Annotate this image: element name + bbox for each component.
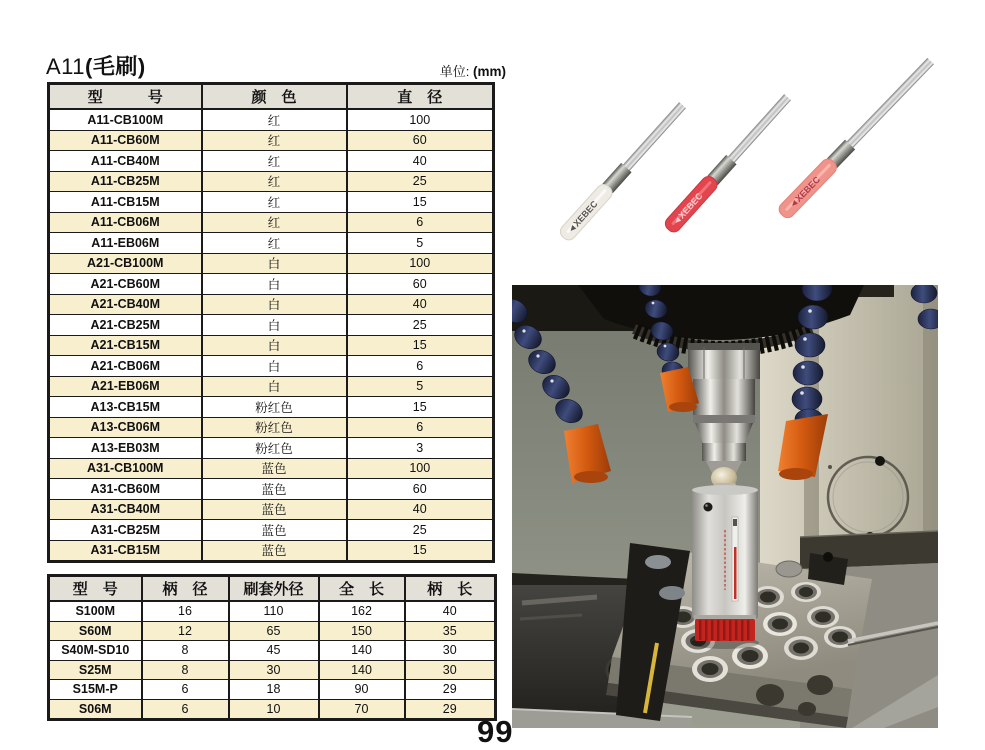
- table-cell: 15: [347, 397, 494, 418]
- table-cell: 100: [347, 109, 494, 130]
- table-cell: A21-EB06M: [49, 376, 202, 397]
- table-cell: 白: [202, 356, 347, 377]
- page-title: [46, 50, 146, 81]
- table-cell: A11-CB15M: [49, 192, 202, 213]
- table-row: [49, 356, 494, 377]
- table-cell: A31-CB25M: [49, 520, 202, 541]
- brush-pink: [776, 55, 936, 220]
- table-header-row: [49, 576, 496, 602]
- table-cell: 12: [142, 621, 229, 641]
- table-cell: A11-CB60M: [49, 130, 202, 151]
- table-row: [49, 520, 494, 541]
- table-row: [49, 192, 494, 213]
- table-cell: 蓝色: [202, 499, 347, 520]
- table-cell: 红: [202, 109, 347, 130]
- page-number: 99: [477, 714, 514, 749]
- table-cell: 红: [202, 130, 347, 151]
- table-row: [49, 397, 494, 418]
- table-cell: S15M-P: [49, 680, 142, 700]
- table-cell: A11-EB06M: [49, 233, 202, 254]
- table-cell: 6: [142, 680, 229, 700]
- table-cell: 45: [229, 641, 319, 661]
- table-cell: 白: [202, 294, 347, 315]
- table-cell: 25: [347, 315, 494, 336]
- table-cell: A21-CB06M: [49, 356, 202, 377]
- table-cell: S60M: [49, 621, 142, 641]
- table-cell: 蓝色: [202, 520, 347, 541]
- brushes-photo: [532, 38, 952, 258]
- table-cell: 29: [405, 680, 496, 700]
- table-cell: 25: [347, 520, 494, 541]
- table-cell: 60: [347, 274, 494, 295]
- table-cell: 40: [405, 601, 496, 621]
- table-row: [49, 315, 494, 336]
- table-cell: 60: [347, 479, 494, 500]
- table-cell: 150: [319, 621, 405, 641]
- table-cell: 3: [347, 438, 494, 459]
- table-row: [49, 109, 494, 130]
- table-cell: 6: [142, 699, 229, 720]
- table-cell: 白: [202, 335, 347, 356]
- table-cell: 红: [202, 212, 347, 233]
- machine-illustration: [512, 285, 938, 728]
- table-cell: 29: [405, 699, 496, 720]
- table-cell: A21-CB25M: [49, 315, 202, 336]
- table-cell: 100: [347, 458, 494, 479]
- brushes-illustration: [532, 38, 952, 258]
- table-cell: 粉红色: [202, 417, 347, 438]
- table-cell: A21-CB60M: [49, 274, 202, 295]
- column-header: 刷套外径: [229, 576, 319, 602]
- table-cell: 15: [347, 540, 494, 562]
- table-cell: 100: [347, 253, 494, 274]
- table-cell: 蓝色: [202, 540, 347, 562]
- unit-label: 单位:: [439, 64, 470, 79]
- table-cell: 10: [229, 699, 319, 720]
- table-row: [49, 274, 494, 295]
- brush-red: [663, 92, 794, 235]
- table-cell: 白: [202, 376, 347, 397]
- column-header: 直 径: [347, 84, 494, 110]
- table-cell: A13-CB15M: [49, 397, 202, 418]
- table-cell: 红: [202, 192, 347, 213]
- table-cell: 30: [229, 660, 319, 680]
- table-cell: 5: [347, 376, 494, 397]
- table-row: [49, 253, 494, 274]
- table-cell: A31-CB100M: [49, 458, 202, 479]
- table-row: [49, 458, 494, 479]
- table-cell: A13-CB06M: [49, 417, 202, 438]
- table-cell: S100M: [49, 601, 142, 621]
- table-cell: A11-CB25M: [49, 171, 202, 192]
- table-cell: 白: [202, 253, 347, 274]
- table-cell: A31-CB15M: [49, 540, 202, 562]
- column-header: 型 号: [49, 84, 202, 110]
- column-header: 全 长: [319, 576, 405, 602]
- table-cell: 30: [405, 660, 496, 680]
- table-row: [49, 699, 496, 720]
- table-cell: 90: [319, 680, 405, 700]
- table-cell: 5: [347, 233, 494, 254]
- column-header: 颜 色: [202, 84, 347, 110]
- table-row: [49, 601, 496, 621]
- brush-tool: [691, 485, 759, 649]
- table-row: [49, 335, 494, 356]
- table-cell: 6: [347, 417, 494, 438]
- table-cell: 18: [229, 680, 319, 700]
- table-cell: 40: [347, 499, 494, 520]
- table-cell: 15: [347, 335, 494, 356]
- table-row: [49, 660, 496, 680]
- table-cell: 140: [319, 660, 405, 680]
- table-cell: S25M: [49, 660, 142, 680]
- table-cell: 白: [202, 274, 347, 295]
- table-cell: A31-CB40M: [49, 499, 202, 520]
- table-cell: 40: [347, 294, 494, 315]
- machine-photo: [512, 285, 938, 728]
- column-header: 型 号: [49, 576, 142, 602]
- table-row: [49, 540, 494, 562]
- table-cell: 8: [142, 660, 229, 680]
- column-header: 柄 径: [142, 576, 229, 602]
- brush-spec-table: [47, 82, 495, 563]
- table-cell: 40: [347, 151, 494, 172]
- table-body: [49, 109, 494, 562]
- table-cell: A31-CB60M: [49, 479, 202, 500]
- table-row: [49, 438, 494, 459]
- table-body: [49, 601, 496, 720]
- table-header-row: [49, 84, 494, 110]
- table-cell: A11-CB100M: [49, 109, 202, 130]
- table-cell: 蓝色: [202, 458, 347, 479]
- table-row: [49, 130, 494, 151]
- table-row: [49, 171, 494, 192]
- table-row: [49, 499, 494, 520]
- table-cell: 红: [202, 233, 347, 254]
- table-cell: 6: [347, 356, 494, 377]
- table-cell: 140: [319, 641, 405, 661]
- unit-value: (mm): [473, 64, 506, 79]
- page-title-code: A11: [46, 54, 86, 79]
- unit-note: [396, 61, 506, 80]
- table-cell: A21-CB40M: [49, 294, 202, 315]
- table-row: [49, 417, 494, 438]
- table-cell: 60: [347, 130, 494, 151]
- table-cell: S06M: [49, 699, 142, 720]
- table-cell: 红: [202, 171, 347, 192]
- table-cell: 粉红色: [202, 397, 347, 418]
- table-row: [49, 680, 496, 700]
- table-row: [49, 294, 494, 315]
- table-cell: 35: [405, 621, 496, 641]
- table-cell: 白: [202, 315, 347, 336]
- table-cell: 30: [405, 641, 496, 661]
- table-cell: 蓝色: [202, 479, 347, 500]
- table-row: [49, 479, 494, 500]
- table-cell: 15: [347, 192, 494, 213]
- table-cell: A21-CB15M: [49, 335, 202, 356]
- table-cell: 70: [319, 699, 405, 720]
- table-row: [49, 151, 494, 172]
- svg-text:◄XEBEC: ◄XEBEC: [670, 190, 705, 228]
- table-cell: 红: [202, 151, 347, 172]
- table-cell: 8: [142, 641, 229, 661]
- svg-text:◄XEBEC: ◄XEBEC: [787, 174, 823, 211]
- table-row: [49, 641, 496, 661]
- table-cell: 162: [319, 601, 405, 621]
- table-cell: 粉红色: [202, 438, 347, 459]
- table-row: [49, 376, 494, 397]
- column-header: 柄 长: [405, 576, 496, 602]
- table-cell: A11-CB06M: [49, 212, 202, 233]
- table-row: [49, 212, 494, 233]
- shank-spec-table: [47, 574, 497, 721]
- table-row: [49, 621, 496, 641]
- page-title-name: (毛刷): [85, 54, 146, 79]
- table-row: [49, 233, 494, 254]
- table-cell: 65: [229, 621, 319, 641]
- table-cell: 16: [142, 601, 229, 621]
- table-cell: 110: [229, 601, 319, 621]
- table-cell: A11-CB40M: [49, 151, 202, 172]
- table-cell: 25: [347, 171, 494, 192]
- table-cell: S40M-SD10: [49, 641, 142, 661]
- brush-ribs: [699, 620, 750, 641]
- table-cell: 6: [347, 212, 494, 233]
- table-cell: A13-EB03M: [49, 438, 202, 459]
- table-cell: A21-CB100M: [49, 253, 202, 274]
- svg-text:◄XEBEC: ◄XEBEC: [565, 198, 600, 236]
